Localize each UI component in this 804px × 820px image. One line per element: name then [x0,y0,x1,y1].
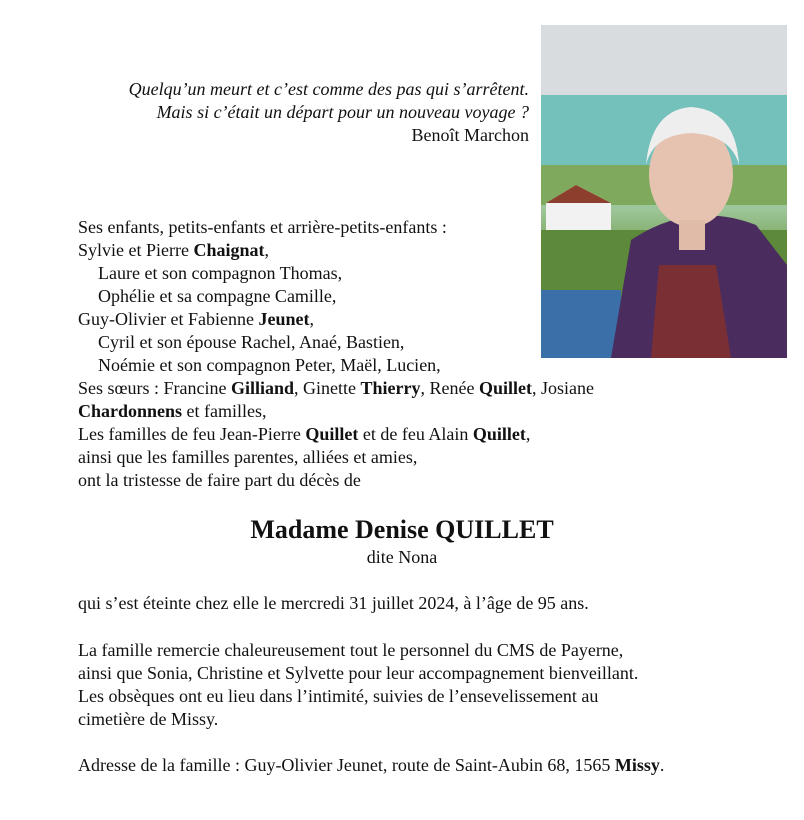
epigraph [129,78,529,147]
thanks-line: cimetière de Missy. [78,709,219,729]
epigraph-line-1: Quelqu’un meurt et c’est comme des pas qui s’arrêtent. [128,79,529,99]
family-line: Laure et son compagnon Thomas, [98,263,343,283]
family-line: Les familles de feu Jean-Pierre Quillet et de feu Alain Quillet, [78,424,531,444]
family-intro: Ses enfants, petits-enfants et arrière-petits-enfants : [78,217,447,237]
epigraph-line-2: Mais si c’était un départ pour un nouveau voyage ? [156,102,529,122]
thanks-line: ainsi que Sonia, Christine et Sylvette pour leur accompagnement bienveillant. [78,663,639,683]
family-address: Adresse de la famille : Guy-Olivier Jeunet, route de Saint-Aubin 68, 1565 Missy. [78,755,665,775]
family-line: Ses sœurs : Francine Gilliand, Ginette Thierry, Renée Quillet, Josiane [78,378,594,398]
thanks-line: Les obsèques ont eu lieu dans l’intimité, suivies de l’ensevelissement au [78,686,599,706]
family-line: ont la tristesse de faire part du décès de [78,470,361,490]
thanks-paragraph [78,639,778,731]
thanks-line: La famille remercie chaleureusement tout le personnel du CMS de Payerne, [78,640,624,660]
family-line: Sylvie et Pierre Chaignat, [78,240,269,260]
family-line: Noémie et son compagnon Peter, Maël, Lucien, [98,355,441,375]
family-line: Guy-Olivier et Fabienne Jeunet, [78,309,314,329]
family-line: Ophélie et sa compagne Camille, [98,286,337,306]
epigraph-author: Benoît Marchon [411,125,529,145]
family-line: Chardonnens et familles, [78,401,267,421]
family-line: ainsi que les familles parentes, alliées et amies, [78,447,418,467]
family-announcement [78,216,678,492]
death-notice: qui s’est éteinte chez elle le mercredi 31 juillet 2024, à l’âge de 95 ans. [78,593,589,613]
deceased-nickname: dite Nona [366,547,438,567]
family-line: Cyril et son épouse Rachel, Anaé, Bastien, [98,332,405,352]
deceased-name: Madame Denise QUILLET [250,515,554,544]
